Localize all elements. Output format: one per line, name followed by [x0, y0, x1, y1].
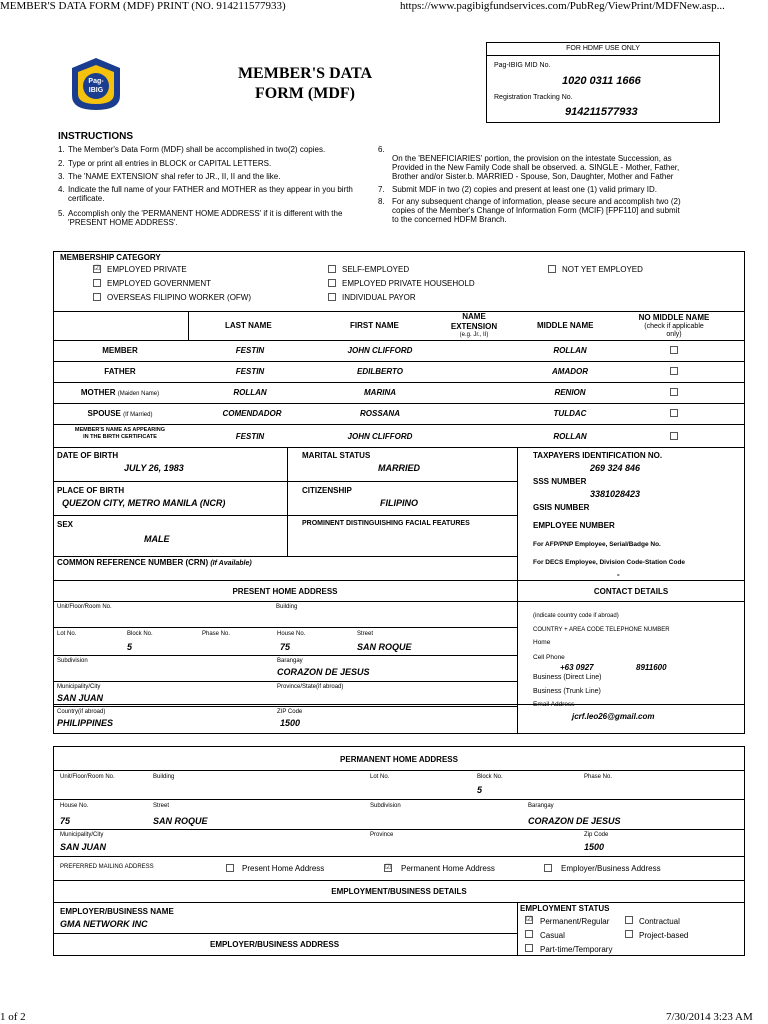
present-block-value: 5 [127, 642, 133, 652]
membership-option-0: EMPLOYED PRIVATE [107, 265, 187, 274]
instruction-4: Indicate the full name of your FATHER and MOTHER as they appear in you birth certificate. [68, 185, 353, 203]
status-checkbox-project[interactable] [625, 930, 633, 938]
dob-label: DATE OF BIRTH [57, 451, 119, 460]
contact-home-label: Home [533, 639, 551, 646]
membership-checkbox-5[interactable] [328, 293, 336, 301]
mailing-option-permanent: Permanent Home Address [401, 864, 495, 873]
form-title-line2: FORM (MDF) [255, 85, 355, 102]
membership-title: MEMBERSHIP CATEGORY [60, 253, 161, 262]
instruction-1: The Member's Data Form (MDF) shall be accomplished in two(2) copies. [68, 145, 326, 154]
decs-label: For DECS Employee, Division Code-Station Code [533, 559, 686, 566]
perm-street-value: SAN ROQUE [153, 816, 208, 826]
crn-label [57, 558, 252, 567]
instructions-col-right [378, 145, 688, 224]
contact-cell-label: Cell Phone [533, 654, 565, 661]
mother-middle-name: RENION [554, 388, 586, 397]
page-number: 1 of 2 [0, 1011, 26, 1023]
perm-zip-label: Zip Code [584, 832, 609, 838]
present-municipality-label: Municipality/City [57, 684, 101, 690]
member-middle-name: ROLLAN [553, 346, 587, 355]
instruction-8: For any subsequent change of information, please secure and accomplish two (2) copies of the Member's Change of Information Form (MCIF) [FPF110] and submit to the concerned HDFM Branch. [392, 197, 681, 224]
present-country-label: Country(if abroad) [57, 709, 106, 715]
spouse-label: SPOUSE [87, 409, 121, 418]
present-zip-value: 1500 [280, 718, 301, 728]
afp-label: For AFP/PNP Employee, Serial/Badge No. [533, 541, 661, 548]
sex-value: MALE [144, 534, 170, 544]
membership-option-5: INDIVIDUAL PAYOR [342, 293, 416, 302]
mailing-checkbox-permanent[interactable]: ☑ [385, 864, 392, 871]
logo-text-line2: IBIG [88, 87, 104, 94]
status-option-permanent: Permanent/Regular [540, 917, 610, 926]
perm-house-value: 75 [60, 816, 71, 826]
birth-cert-middle-name: ROLLAN [553, 432, 587, 441]
instructions-col-left [58, 145, 358, 227]
perm-barangay-value: CORAZON DE JESUS [528, 816, 621, 826]
perm-zip-value: 1500 [584, 842, 605, 852]
sss-value: 3381028423 [590, 489, 641, 499]
hdmf-header: FOR HDMF USE ONLY [566, 45, 640, 52]
membership-option-1: EMPLOYED GOVERNMENT [107, 279, 212, 288]
tin-label: TAXPAYERS IDENTIFICATION NO. [533, 451, 663, 460]
present-barangay-value: CORAZON DE JESUS [277, 667, 370, 677]
form-title [220, 64, 390, 104]
membership-checkbox-0[interactable]: ☑ [94, 265, 101, 272]
spouse-last-name: COMENDADOR [222, 409, 282, 418]
header-first-name: FIRST NAME [350, 321, 399, 330]
mailing-option-employer: Employer/Business Address [561, 864, 661, 873]
employment-title: EMPLOYMENT/BUSINESS DETAILS [331, 887, 467, 896]
mother-first-name: MARINA [364, 388, 396, 397]
perm-barangay-label: Barangay [528, 803, 554, 809]
present-address-title: PRESENT HOME ADDRESS [232, 587, 338, 596]
contact-business-direct: Business (Direct Line) [533, 674, 602, 681]
crn-label-text: COMMON REFERENCE NUMBER (CRN) [57, 558, 209, 567]
permanent-address-title: PERMANENT HOME ADDRESS [340, 755, 458, 764]
row-label-spouse [60, 409, 180, 418]
mid-value: 1020 0311 1666 [562, 75, 641, 87]
instr-num-5: 5. [58, 209, 65, 218]
birth-cert-note: IN THE BIRTH CERTIFICATE [83, 434, 157, 440]
spouse-first-name: ROSSANA [359, 409, 400, 418]
contact-note: (indicate country code if abroad) [533, 613, 619, 619]
mid-label: Pag-IBIG MID No. [494, 62, 551, 69]
instructions-title: INSTRUCTIONS [58, 131, 133, 142]
father-middle-name: AMADOR [552, 367, 588, 376]
mother-note: (Maiden Name) [117, 391, 160, 397]
mother-last-name: ROLLAN [233, 388, 267, 397]
pagibig-logo [68, 56, 124, 112]
status-option-contractual: Contractual [639, 917, 680, 926]
dob-value: JULY 26, 1983 [124, 463, 184, 473]
pob-value: QUEZON CITY, METRO MANILA (NCR) [62, 498, 226, 508]
present-zip-label: ZIP Code [277, 709, 303, 715]
tin-value: 269 324 846 [590, 463, 641, 473]
perm-subdivision-label: Subdivision [370, 803, 401, 809]
membership-checkbox-1[interactable] [93, 279, 101, 287]
header-middle-name: MIDDLE NAME [537, 321, 594, 330]
gsis-label: GSIS NUMBER [533, 503, 590, 512]
row-label-birth-cert [56, 427, 184, 441]
member-no-middle-checkbox[interactable] [670, 346, 678, 354]
employee-number-label: EMPLOYEE NUMBER [533, 521, 615, 530]
rtn-value: 914211577933 [565, 106, 638, 118]
employment-status-label: EMPLOYMENT STATUS [520, 904, 610, 913]
spouse-note: (If Married) [123, 412, 153, 418]
instr-num-6: 6. [378, 145, 385, 154]
perm-lot-label: Lot No. [370, 774, 390, 780]
header-last-name: LAST NAME [225, 321, 272, 330]
membership-checkbox-3[interactable] [328, 265, 336, 273]
present-house-label: House No. [277, 631, 306, 637]
mailing-checkbox-employer[interactable] [544, 864, 552, 872]
contact-cell-number: 8911600 [636, 663, 667, 672]
birth-cert-no-middle-checkbox[interactable] [670, 432, 678, 440]
employer-name-label: EMPLOYER/BUSINESS NAME [60, 907, 174, 916]
instruction-7: Submit MDF in two (2) copies and present at least one (1) valid primary ID. [392, 185, 657, 194]
instr-num-3: 3. [58, 172, 65, 181]
decs-value: - [617, 570, 620, 579]
citizenship-label: CITIZENSHIP [302, 486, 352, 495]
contact-email-value: jcrf.leo26@gmail.com [572, 712, 655, 721]
present-house-value: 75 [280, 642, 291, 652]
contact-business-trunk: Business (Trunk Line) [533, 688, 601, 695]
instruction-2: Type or print all entries in BLOCK or CAPITAL LETTERS. [68, 159, 272, 168]
contact-email-label: Email Address [533, 701, 575, 708]
instruction-3: The 'NAME EXTENSION' shal refer to JR., II, II and the like. [68, 172, 281, 181]
rtn-label: Registration Tracking No. [494, 94, 573, 101]
birth-cert-label: MEMBER'S NAME AS APPEARING [74, 427, 166, 433]
marital-label: MARITAL STATUS [302, 451, 371, 460]
present-municipality-value: SAN JUAN [57, 693, 104, 703]
membership-option-4: EMPLOYED PRIVATE HOUSEHOLD [342, 279, 475, 288]
present-phase-label: Phase No. [202, 631, 231, 637]
instruction-5: Accomplish only the 'PERMANENT HOME ADDRESS' if it is different with the 'PRESENT HOME ADDRESS'. [68, 209, 343, 227]
membership-option-2: OVERSEAS FILIPINO WORKER (OFW) [107, 293, 252, 302]
employer-address-label: EMPLOYER/BUSINESS ADDRESS [210, 940, 340, 949]
perm-house-label: House No. [60, 803, 89, 809]
contact-cell-code: +63 0927 [560, 663, 594, 672]
row-label-member: MEMBER [102, 346, 138, 355]
mailing-option-present: Present Home Address [242, 864, 325, 873]
perm-street-label: Street [153, 803, 170, 809]
perm-province-label: Province [370, 832, 394, 838]
facial-features-label: PROMINENT DISTINGUISHING FACIAL FEATURES [302, 520, 470, 527]
status-option-casual: Casual [540, 931, 565, 940]
employer-name-value: GMA NETWORK INC [60, 919, 148, 929]
status-option-parttime: Part-time/Temporary [540, 945, 613, 954]
instr-num-8: 8. [378, 197, 385, 206]
instr-num-2: 2. [58, 159, 65, 168]
birth-cert-first-name: JOHN CLIFFORD [347, 432, 413, 441]
membership-checkbox-6[interactable] [548, 265, 556, 273]
instr-num-4: 4. [58, 185, 65, 194]
row-label-mother [60, 388, 180, 397]
mother-label: MOTHER [80, 388, 116, 397]
contact-details-title: CONTACT DETAILS [593, 587, 669, 596]
print-header-url[interactable]: https://www.pagibigfundservices.com/PubReg/ViewPrint/MDFNew.asp... [400, 0, 725, 12]
present-building-label: Building [276, 604, 298, 610]
pob-label: PLACE OF BIRTH [57, 486, 125, 495]
logo-text-line1: Pag- [88, 78, 104, 85]
present-block-label: Block No. [127, 631, 153, 637]
membership-checkbox-2[interactable] [93, 293, 101, 301]
header-ext-note: (e.g. Jr., II) [459, 332, 489, 338]
perm-municipality-value: SAN JUAN [60, 842, 107, 852]
perm-block-value: 5 [477, 785, 483, 795]
instr-num-7: 7. [378, 185, 385, 194]
row-label-father: FATHER [104, 367, 136, 376]
sex-label: SEX [57, 520, 74, 529]
print-timestamp: 7/30/2014 3:23 AM [666, 1011, 753, 1023]
father-no-middle-checkbox[interactable] [670, 367, 678, 375]
status-checkbox-contractual[interactable] [625, 916, 633, 924]
crn-note: (If Available) [210, 560, 252, 567]
member-first-name: JOHN CLIFFORD [347, 346, 413, 355]
instruction-6: On the 'BENEFICIARIES' portion, the provision on the intestate Succession, as Provided in the New Family Code shall be observed. a. SINGLE - Mother, Father, Brother and/or Sister.b. MARRIED - Spouse, Son, Daughter, Mother and Father [392, 154, 680, 181]
present-unit-label: Unit/Floor/Room No. [57, 604, 112, 610]
present-barangay-label: Barangay [277, 658, 303, 664]
header-name-extension: NAME EXTENSION [450, 312, 498, 331]
present-province-label: Province/State(if abroad) [277, 684, 344, 690]
status-option-project: Project-based [639, 931, 689, 940]
instr-num-1: 1. [58, 145, 65, 154]
present-street-label: Street [357, 631, 374, 637]
present-street-value: SAN ROQUE [357, 642, 412, 652]
preferred-mailing-label: PREFERRED MAILING ADDRESS [60, 864, 154, 870]
father-first-name: EDILBERTO [357, 367, 403, 376]
perm-unit-label: Unit/Floor/Room No. [60, 774, 115, 780]
perm-block-label: Block No. [477, 774, 503, 780]
status-checkbox-permanent[interactable]: ☑ [526, 916, 533, 923]
header-no-middle-name: NO MIDDLE NAME [638, 313, 710, 322]
mailing-checkbox-present[interactable] [226, 864, 234, 872]
membership-checkbox-4[interactable] [328, 279, 336, 287]
marital-value: MARRIED [378, 463, 420, 473]
present-lot-label: Lot No. [57, 631, 77, 637]
membership-option-3: SELF-EMPLOYED [342, 265, 410, 274]
perm-municipality-label: Municipality/City [60, 832, 104, 838]
present-subdivision-label: Subdivision [57, 658, 88, 664]
sss-label: SSS NUMBER [533, 477, 587, 486]
status-checkbox-parttime[interactable] [525, 944, 533, 952]
member-last-name: FESTIN [235, 346, 265, 355]
father-last-name: FESTIN [235, 367, 265, 376]
form-title-line1: MEMBER'S DATA [237, 65, 373, 82]
print-header-title: MEMBER'S DATA FORM (MDF) PRINT (NO. 914211577933) [0, 0, 286, 12]
spouse-middle-name: TULDAC [553, 409, 587, 418]
status-checkbox-casual[interactable] [525, 930, 533, 938]
perm-phase-label: Phase No. [584, 774, 613, 780]
perm-building-label: Building [153, 774, 175, 780]
contact-code-header: COUNTRY + AREA CODE TELEPHONE NUMBER [533, 627, 670, 633]
membership-option-6: NOT YET EMPLOYED [562, 265, 643, 274]
header-nomid-note: (check if applicable only) [644, 323, 704, 338]
present-country-value: PHILIPPINES [57, 718, 114, 728]
birth-cert-last-name: FESTIN [235, 432, 265, 441]
spouse-no-middle-checkbox[interactable] [670, 409, 678, 417]
mother-no-middle-checkbox[interactable] [670, 388, 678, 396]
citizenship-value: FILIPINO [380, 498, 418, 508]
